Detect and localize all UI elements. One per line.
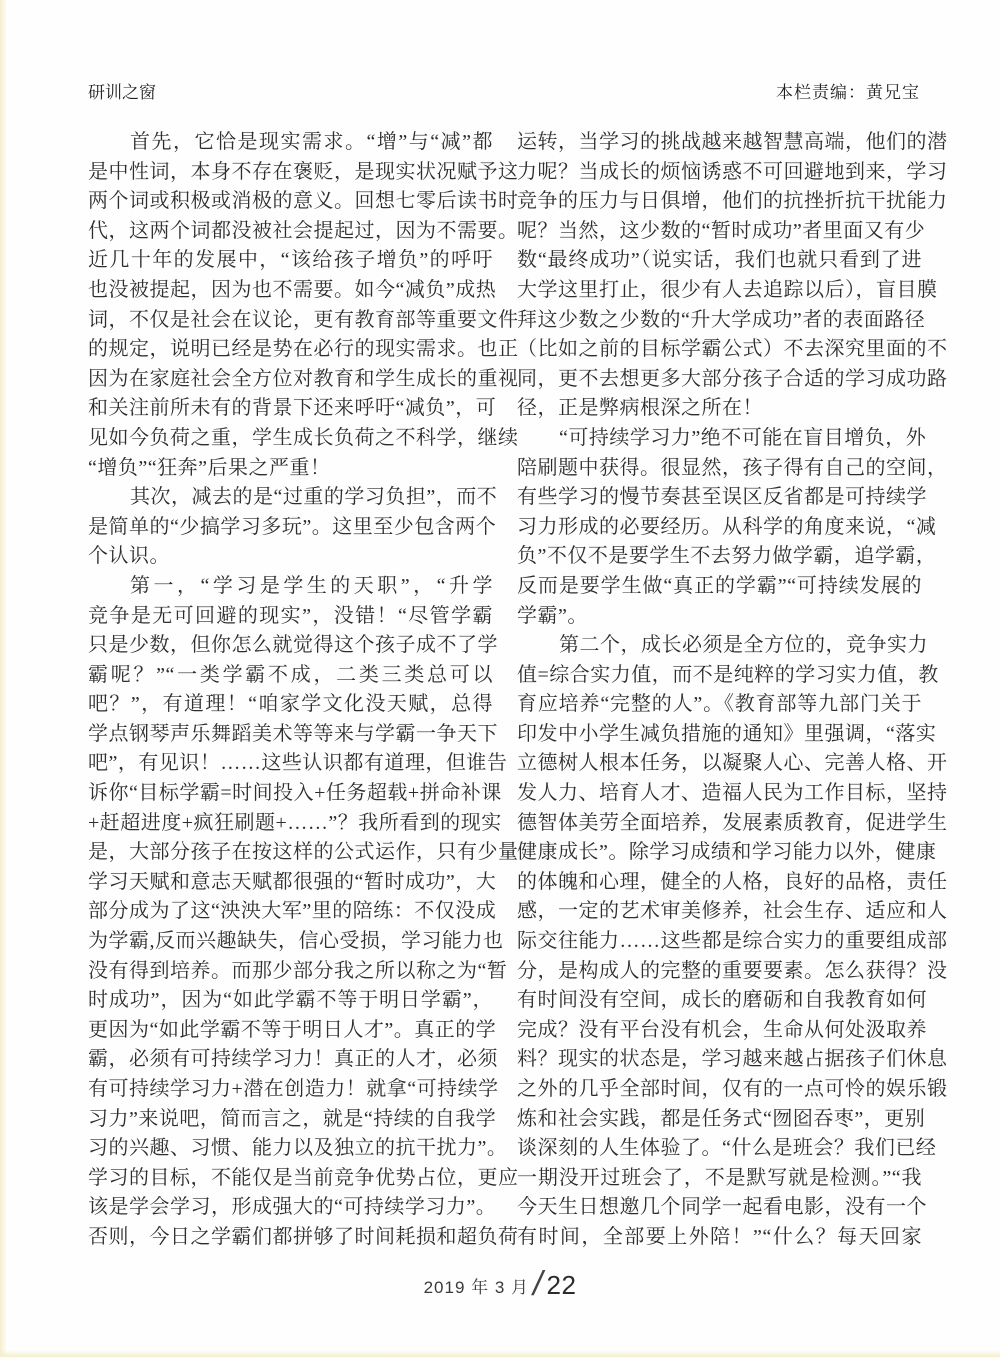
text-line: 炼和社会实践，都是任务式“囫囵吞枣”，更别 (517, 1107, 926, 1130)
right-column (517, 128, 948, 1253)
article-body (88, 128, 948, 1253)
text-line: 否则，今日之学霸们都拼够了时间耗损和超负荷 (88, 1225, 519, 1248)
text-line: 近几十年的发展中，“该给孩子增负”的呼吁 (88, 249, 493, 272)
text-line: 有些学习的慢节奏甚至误区反省都是可持续学 (517, 486, 927, 509)
section-title: 研训之窗 (88, 83, 156, 102)
text-line: 竞争是无可回避的现实”，没错！“尽管学霸 (88, 604, 493, 627)
text-line: 吧？”，有道理！“咱家学文化没天赋，总得 (88, 693, 493, 716)
text-line: 同，更不去想更多大部分孩子合适的学习成功路 (517, 367, 948, 390)
text-line: 霸，必须有可持续学习力！真正的人才，必须 (88, 1048, 498, 1071)
text-line: 其次，减去的是“过重的学习负担”，而不 (130, 486, 498, 509)
text-line: 发人力、培育人才、造福人民为工作目标，坚持 (517, 782, 948, 805)
text-line: 印发中小学生减负措施的通知》里强调，“落实 (517, 722, 937, 745)
text-line: 学习的目标，不能仅是当前竞争优势占位，更应 (88, 1166, 519, 1189)
text-line: 完成？没有平台没有机会，生命从何处汲取养 (517, 1018, 927, 1041)
text-line: 更因为“如此学霸不等于明日人才”。真正的学 (88, 1018, 497, 1041)
text-line: 是中性词，本身不存在褒贬，是现实状况赋予这 (88, 160, 519, 183)
text-line: 有时间没有空间，成长的磨砺和自我教育如何 (517, 989, 927, 1012)
text-line: “可持续学习力”绝不可能在盲目增负，外 (559, 426, 927, 449)
text-line: 有时间，全部要上外陪！”“什么？每天回家 (517, 1225, 922, 1248)
text-line: 习力”来说吧，简而言之，就是“持续的自我学 (88, 1107, 497, 1130)
text-line: 负”不仅不是要学生不去努力做学霸，追学霸， (517, 545, 937, 568)
text-line: 学习天赋和意志天赋都很强的“暂时成功”，大 (88, 870, 497, 893)
issue-date: 2019 年 3 月 (423, 1277, 530, 1297)
text-line: 德智体美劳全面培养，发展素质教育，促进学生 (517, 811, 948, 834)
text-line: 因为在家庭社会全方位对教育和学生成长的重视 (88, 367, 519, 390)
page-number: 22 (546, 1269, 577, 1300)
scan-edge-tint-bottom (0, 1350, 1000, 1357)
text-line: （比如之前的目标学霸公式）不去深究里面的不 (517, 338, 948, 361)
text-line: 今天生日想邀几个同学一起看电影，没有一个 (517, 1196, 927, 1219)
text-line: 感，一定的艺术审美修养，社会生存、适应和人 (517, 900, 948, 923)
text-line: 有可持续学习力+潜在创造力！就拿“可持续学 (88, 1078, 499, 1100)
text-line: 大学这里打止，很少有人去追踪以后），盲目膜 (517, 278, 938, 301)
scan-edge-tint-left (0, 0, 7, 1357)
text-line: 该是学会学习，形成强大的“可持续学习力”。 (88, 1196, 497, 1219)
text-line: 部分成为了这“泱泱大军”里的陪练：不仅没成 (88, 900, 497, 923)
text-line: 运转，当学习的挑战越来越智慧高端，他们的潜 (517, 131, 948, 153)
text-line: 一期没开过班会了，不是默写就是检测。”“我 (517, 1166, 922, 1189)
text-line: 是简单的“少搞学习多玩”。这里至少包含两个 (88, 515, 497, 538)
editor-credit: 本栏责编：黄兄宝 (776, 83, 920, 102)
text-line: “增负”“狂奔”后果之严重！ (88, 456, 331, 479)
text-line: 学霸”。 (517, 604, 588, 627)
text-line: 径，正是弊病根深之所在！ (517, 397, 763, 420)
text-line: 的规定，说明已经是势在必行的现实需求。也正 (88, 338, 519, 361)
text-line: 之外的几乎全部时间，仅有的一点可怜的娱乐锻 (517, 1078, 948, 1100)
text-line: 谈深刻的人生体验了。“什么是班会？我们已经 (517, 1137, 937, 1160)
text-line: 立德树人根本任务，以凝聚人心、完善人格、开 (517, 752, 948, 775)
text-line: 分，是构成人的完整的重要要素。怎么获得？没 (517, 959, 948, 982)
text-line: 学点钢琴声乐舞蹈美术等等来与学霸一争天下 (88, 722, 498, 745)
text-line: 两个词或积极或消极的意义。回想七零后读书时 (88, 190, 519, 213)
footer-slash: / (533, 1265, 543, 1303)
text-line: +赶超进度+疯狂刷题+……”？我所看到的现实 (88, 811, 502, 834)
text-line: 力呢？当成长的烦恼诱惑不可回避地到来，学习 (517, 160, 948, 183)
text-line: 没有得到培养。而那少部分我之所以称之为“暂 (88, 959, 508, 982)
text-line: 个认识。 (88, 545, 170, 568)
text-line: 吧”，有见识！……这些认识都有道理，但谁告 (88, 752, 508, 775)
page-header (88, 78, 920, 103)
left-column (88, 128, 519, 1253)
text-line: 习力形成的必要经历。从科学的角度来说，“减 (517, 515, 937, 538)
text-line: 数“最终成功”（说实话，我们也就只看到了进 (517, 249, 922, 272)
text-line: 是，大部分孩子在按这样的公式运作，只有少量 (88, 841, 519, 864)
text-line: 和关注前所未有的背景下还来呼吁“减负”，可 (88, 397, 497, 420)
text-line: 呢？当然，这少数的“暂时成功”者里面又有少 (517, 219, 926, 242)
text-line: 值=综合实力值，而不是纯粹的学习实力值，教 (517, 663, 939, 686)
text-line: 育应培养“完整的人”。《教育部等九部门关于 (517, 693, 922, 716)
text-line: 际交往能力……这些都是综合实力的重要组成部 (517, 930, 948, 953)
text-line: 健康成长”。除学习成绩和学习能力以外，健康 (517, 841, 937, 864)
text-line: 第一，“学习是学生的天职”，“升学 (130, 574, 493, 597)
text-line: 只是少数，但你怎么就觉得这个孩子成不了学 (88, 634, 498, 657)
text-line: 第二个，成长必须是全方位的，竞争实力 (559, 634, 928, 657)
text-line: 反而是要学生做“真正的学霸”“可持续发展的 (517, 574, 922, 597)
text-line: 霸呢？”“一类学霸不成，二类三类总可以 (88, 663, 493, 686)
text-line: 习的兴趣、习惯、能力以及独立的抗干扰力”。 (88, 1137, 508, 1160)
text-line: 的体魄和心理，健全的人格，良好的品格，责任 (517, 870, 948, 893)
text-line: 为学霸,反而兴趣缺失，信心受损，学习能力也 (88, 930, 504, 953)
page-footer (0, 1265, 1000, 1303)
text-line: 时成功”，因为“如此学霸不等于明日学霸”， (88, 989, 493, 1012)
text-line: 竞争的压力与日俱增，他们的抗挫折抗干扰能力 (517, 190, 948, 213)
text-line: 见如今负荷之重，学生成长负荷之不科学，继续 (88, 426, 519, 449)
text-line: 料？现实的状态是，学习越来越占据孩子们休息 (517, 1048, 948, 1071)
text-line: 首先，它恰是现实需求。“增”与“减”都 (130, 131, 493, 153)
text-line: 诉你“目标学霸=时间投入+任务超载+拼命补课 (88, 782, 502, 805)
text-line: 也没被提起，因为也不需要。如今“减负”成热 (88, 278, 497, 301)
text-line: 代，这两个词都没被社会提起过，因为不需要。 (88, 219, 519, 242)
text-line: 陪刷题中获得。很显然，孩子得有自己的空间， (517, 456, 948, 479)
text-line: 词，不仅是社会在议论，更有教育部等重要文件 (88, 308, 519, 331)
text-line: 拜这少数之少数的“升大学成功”者的表面路径 (517, 308, 926, 331)
